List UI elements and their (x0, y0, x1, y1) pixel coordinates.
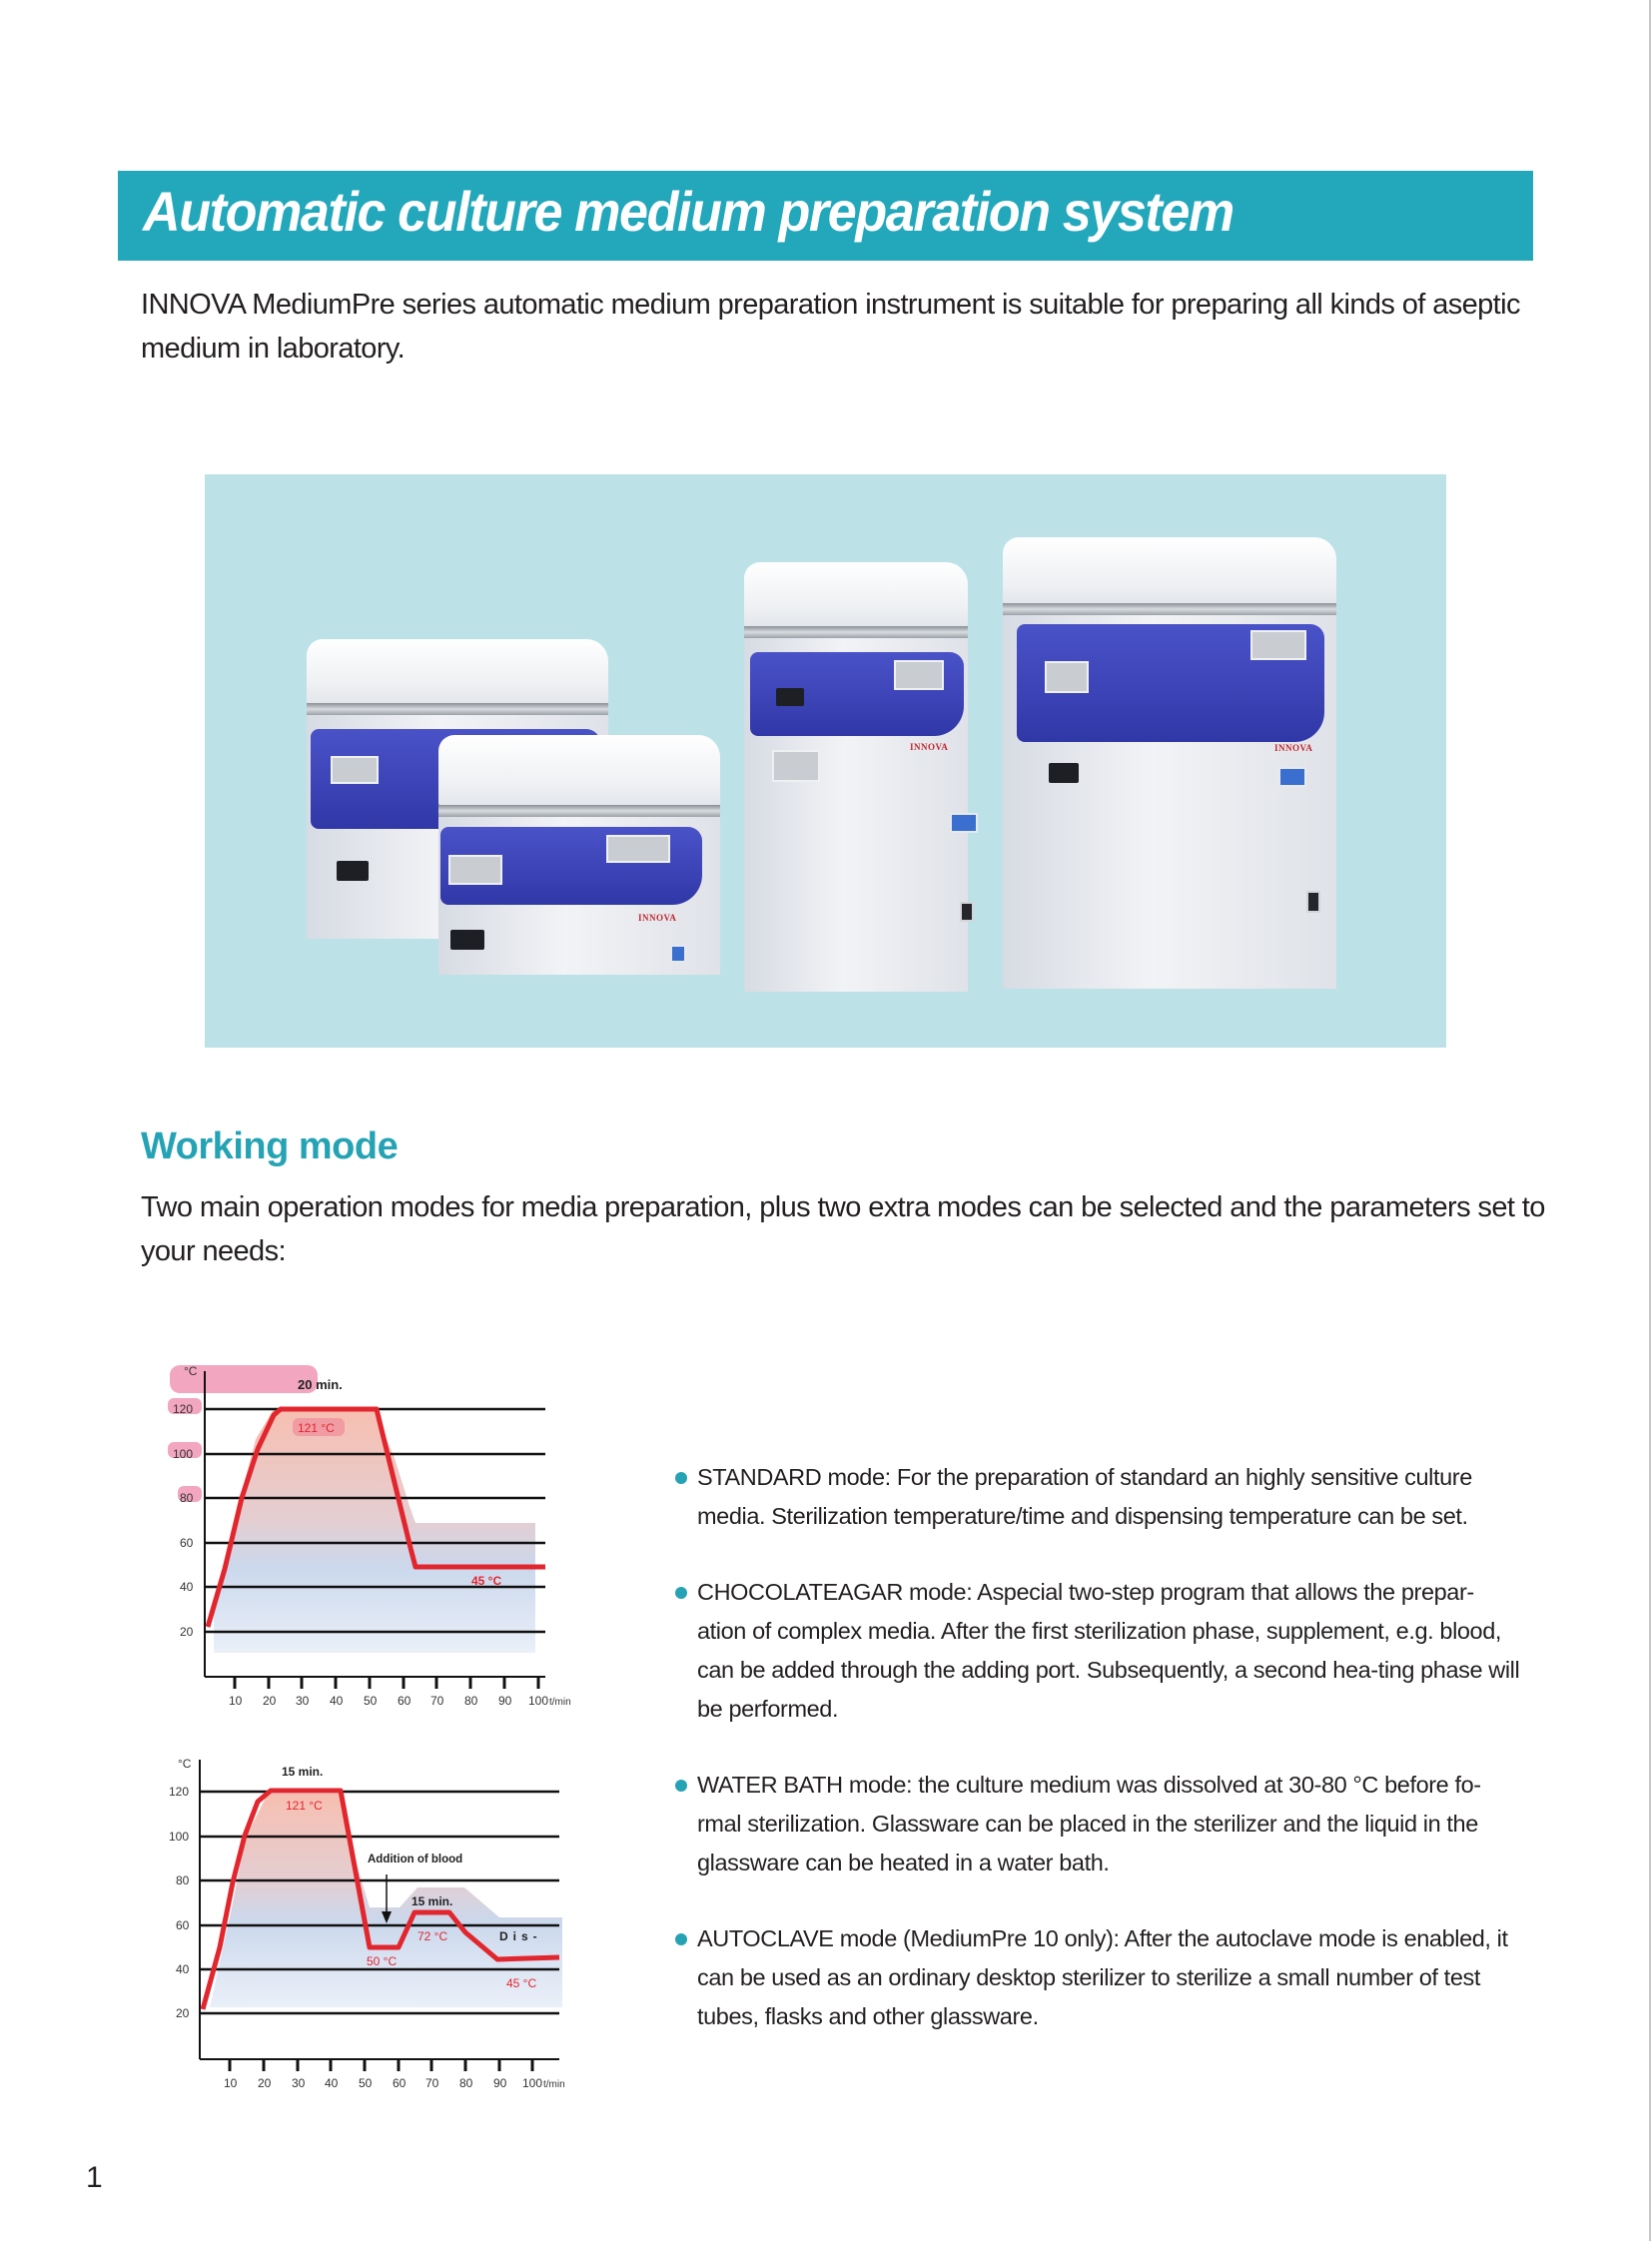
unit-tall-middle (744, 562, 968, 992)
svg-text:120: 120 (169, 1785, 190, 1799)
svg-text:40: 40 (176, 1962, 190, 1976)
svg-text:60: 60 (180, 1536, 194, 1550)
svg-text:°C: °C (178, 1757, 192, 1771)
mode-autoclave (671, 1919, 1520, 2036)
page-number: 1 (86, 2161, 103, 2194)
svg-text:10: 10 (229, 1694, 243, 1708)
unit-front-small (438, 735, 720, 975)
svg-text:120: 120 (173, 1402, 194, 1416)
mode-list (671, 1458, 1520, 2036)
svg-text:121 °C: 121 °C (298, 1421, 335, 1435)
svg-text:60: 60 (398, 1694, 412, 1708)
svg-text:50: 50 (359, 2076, 373, 2090)
svg-text:50: 50 (364, 1694, 378, 1708)
page-edge-line (1649, 0, 1651, 2241)
mode-water-bath (671, 1766, 1520, 1882)
working-mode-heading: Working mode (141, 1125, 399, 1167)
svg-text:40: 40 (325, 2076, 339, 2090)
unit-tall-right (1003, 537, 1336, 989)
svg-text:80: 80 (464, 1694, 478, 1708)
svg-text:90: 90 (498, 1694, 512, 1708)
svg-text:60: 60 (393, 2076, 407, 2090)
mode-standard-text: STANDARD mode: For the preparation of standard an highly sensitive culture media. Sterilization temperature/time and dispensing temperature can be set. (697, 1464, 1472, 1529)
svg-text:20 min.: 20 min. (298, 1377, 343, 1392)
bullet-icon (675, 1587, 687, 1599)
svg-text:80: 80 (459, 2076, 473, 2090)
mode-autoclave-text: AUTOCLAVE mode (MediumPre 10 only): After the autoclave mode is enabled, it can be used as an ordinary desktop sterilizer to sterilize a small number of test tubes, flasks and other glassware. (697, 1925, 1508, 2029)
svg-text:30: 30 (292, 2076, 306, 2090)
svg-text:100: 100 (522, 2076, 543, 2090)
svg-text:100: 100 (169, 1830, 190, 1844)
innova-logo-2: INNOVA (910, 742, 949, 752)
svg-text:100: 100 (528, 1694, 549, 1708)
svg-text:40: 40 (180, 1580, 194, 1594)
svg-text:20: 20 (176, 2006, 190, 2020)
svg-text:40: 40 (330, 1694, 344, 1708)
mode-water-bath-text: WATER BATH mode: the culture medium was dissolved at 30-80 °C before fo-rmal sterilization. Glassware can be placed in the sterilizer and the liquid in the glassware can be heated in a water bath. (697, 1772, 1481, 1875)
svg-text:Addition of blood: Addition of blood (368, 1854, 463, 1866)
innova-logo-3: INNOVA (1274, 743, 1313, 753)
svg-text:60: 60 (176, 1918, 190, 1932)
mode-standard (671, 1458, 1520, 1536)
svg-text:50 °C: 50 °C (367, 1954, 398, 1968)
svg-text:90: 90 (493, 2076, 507, 2090)
standard-chart-svg (150, 1353, 609, 1718)
svg-text:30: 30 (296, 1694, 310, 1708)
svg-text:t/min: t/min (543, 2079, 565, 2090)
title-banner (118, 171, 1533, 261)
svg-text:70: 70 (425, 2076, 439, 2090)
standard-mode-chart (150, 1353, 609, 1718)
svg-text:°C: °C (184, 1364, 198, 1378)
bullet-icon (675, 1780, 687, 1792)
svg-text:100: 100 (173, 1447, 194, 1461)
svg-text:20: 20 (263, 1694, 277, 1708)
intro-paragraph: INNOVA MediumPre series automatic medium preparation instrument is suitable for preparing all kinds of aseptic medium in laboratory. (141, 289, 1520, 365)
product-photo (205, 474, 1446, 1048)
svg-text:45 °C: 45 °C (506, 1976, 537, 1990)
svg-text:20: 20 (258, 2076, 272, 2090)
svg-text:Dis-: Dis- (499, 1929, 542, 1943)
svg-text:80: 80 (176, 1873, 190, 1887)
chocolateagar-mode-chart (150, 1738, 609, 2102)
bullet-icon (675, 1933, 687, 1945)
mode-chocolateagar (671, 1573, 1520, 1729)
svg-text:80: 80 (180, 1491, 194, 1505)
svg-text:20: 20 (180, 1625, 194, 1639)
svg-text:15 min.: 15 min. (412, 1894, 453, 1908)
svg-text:10: 10 (224, 2076, 238, 2090)
svg-text:15 min.: 15 min. (282, 1765, 324, 1779)
bullet-icon (675, 1472, 687, 1484)
svg-text:72 °C: 72 °C (417, 1929, 448, 1943)
page-title: Automatic culture medium preparation system (143, 180, 1234, 243)
svg-text:t/min: t/min (549, 1697, 571, 1708)
svg-text:70: 70 (430, 1694, 444, 1708)
innova-logo: INNOVA (638, 913, 677, 923)
chocolateagar-chart-svg (150, 1738, 609, 2102)
svg-text:45 °C: 45 °C (471, 1574, 502, 1588)
mode-chocolateagar-text: CHOCOLATEAGAR mode: Aspecial two-step program that allows the prepar-ation of complex media. After the first sterilization phase, supplement, e.g. blood, can be added through the adding port. Subsequently, a second hea-ting phase will be performed. (697, 1579, 1520, 1722)
working-mode-intro: Two main operation modes for media preparation, plus two extra modes can be selected and the parameters set to your needs: (141, 1191, 1545, 1267)
svg-text:121 °C: 121 °C (286, 1799, 323, 1813)
